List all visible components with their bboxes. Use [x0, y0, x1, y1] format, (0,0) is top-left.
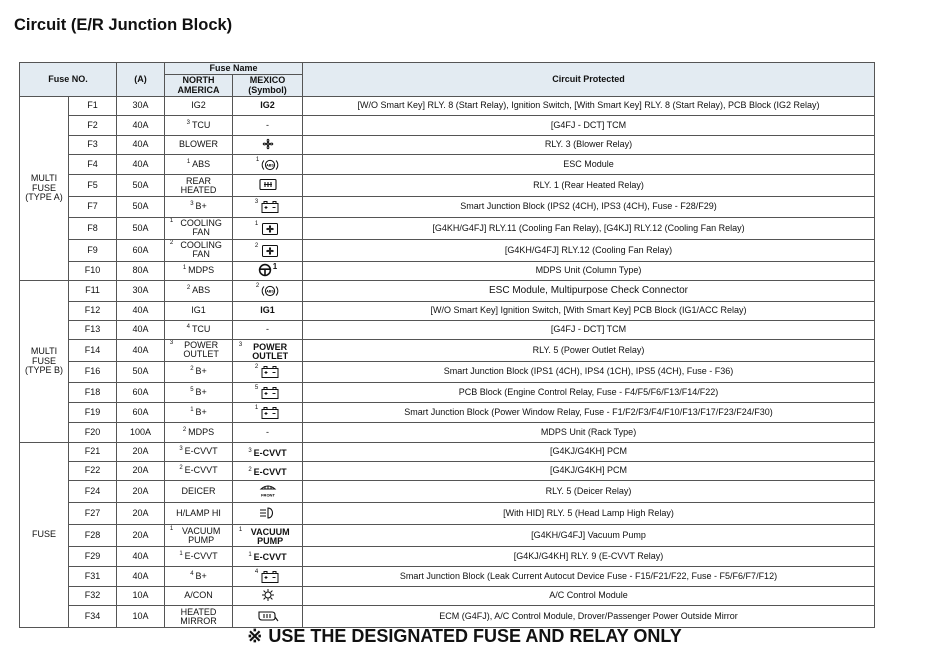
- table-row: [20, 525, 875, 547]
- fuse-number: F18: [69, 382, 117, 402]
- circuit-protected: PCB Block (Engine Control Relay, Fuse - F4/F5/F6/F13/F14/F22): [303, 382, 875, 402]
- fuse-amperage: 40A: [117, 116, 165, 135]
- fuse-name-text: TCU: [191, 119, 211, 130]
- fuse-name-north-america: [165, 442, 233, 461]
- fuse-name-text: B+: [195, 386, 207, 397]
- fuse-name-text: B+: [195, 201, 207, 212]
- fuse-name-north-america: [165, 462, 233, 481]
- fuse-number: F4: [69, 154, 117, 174]
- fuse-index: 5: [190, 386, 194, 393]
- fuse-amperage: 40A: [117, 320, 165, 339]
- fuse-name-text: MDPS: [188, 265, 215, 276]
- fuse-amperage: 40A: [117, 547, 165, 566]
- fuse-name-north-america: [165, 587, 233, 606]
- fuse-symbol-mexico: [233, 281, 303, 301]
- fuse-index: 2: [248, 467, 252, 474]
- fuse-name-text: VACUUM PUMP: [182, 525, 221, 545]
- fuse-number: F29: [69, 547, 117, 566]
- fuse-name-north-america: [165, 547, 233, 566]
- fuse-name-text: ABS: [192, 158, 211, 169]
- fuse-name-north-america: [165, 154, 233, 174]
- header-amp: (A): [117, 63, 165, 97]
- fuse-index: 4: [186, 324, 190, 331]
- table-row: [20, 301, 875, 320]
- fuse-name-north-america: [165, 606, 233, 628]
- fuse-symbol-mexico: [233, 340, 303, 362]
- fuse-amperage: 10A: [117, 606, 165, 628]
- circuit-protected: RLY. 5 (Deicer Relay): [303, 481, 875, 503]
- cooling-fan-icon: [260, 244, 280, 260]
- footer-text: USE THE DESIGNATED FUSE AND RELAY ONLY: [268, 626, 682, 646]
- fuse-amperage: 40A: [117, 566, 165, 586]
- table-row: [20, 135, 875, 154]
- fuse-name-north-america: [165, 135, 233, 154]
- fuse-name-text: POWER OUTLET: [183, 340, 219, 360]
- fuse-index: 2: [182, 426, 187, 433]
- fuse-symbol-mexico: [233, 547, 303, 566]
- circuit-protected: Smart Junction Block (Power Window Relay, Fuse - F1/F2/F3/F4/F10/F13/F17/F23/F24/F30): [303, 402, 875, 422]
- fuse-symbol-text: IG2: [260, 100, 275, 111]
- fuse-number: F27: [69, 503, 117, 525]
- fuse-name-text: REAR HEATED: [180, 175, 217, 195]
- fuse-group-label: MULTI FUSE (TYPE B): [20, 281, 69, 443]
- table-row: [20, 423, 875, 442]
- fuse-index: 1: [254, 404, 259, 411]
- fuse-amperage: 30A: [117, 97, 165, 116]
- fuse-index: 3: [190, 201, 194, 208]
- ac-icon: [260, 588, 276, 604]
- table-row: [20, 462, 875, 481]
- table-row: [20, 402, 875, 422]
- fuse-number: F20: [69, 423, 117, 442]
- circuit-protected: RLY. 3 (Blower Relay): [303, 135, 875, 154]
- fuse-number: F3: [69, 135, 117, 154]
- fuse-index: 3: [248, 447, 252, 454]
- fuse-name-text: E-CVVT: [184, 446, 218, 457]
- fuse-number: F22: [69, 462, 117, 481]
- fuse-symbol-text: VACUUM PUMP: [250, 527, 290, 547]
- page-title: Circuit (E/R Junction Block): [14, 16, 233, 34]
- fuse-number: F24: [69, 481, 117, 503]
- fuse-symbol-mexico: [233, 175, 303, 197]
- reference-mark: ※: [247, 626, 263, 646]
- fuse-symbol-mexico: [233, 217, 303, 239]
- battery-icon: [260, 365, 280, 381]
- circuit-protected: Smart Junction Block (Leak Current Autocut Device Fuse - F15/F21/F22, Fuse - F5/F6/F7/F12): [303, 566, 875, 586]
- svg-text:ABS: ABS: [266, 163, 274, 168]
- fuse-index: 1: [169, 525, 174, 532]
- fuse-amperage: 60A: [117, 402, 165, 422]
- fan-icon: [259, 137, 277, 153]
- fuse-name-north-america: [165, 281, 233, 301]
- header-fuse-name: Fuse Name: [165, 63, 303, 75]
- fuse-amperage: 50A: [117, 197, 165, 217]
- fuse-symbol-mexico: [233, 587, 303, 606]
- fuse-index: 4: [190, 570, 194, 577]
- table-row: [20, 261, 875, 280]
- fuse-index: 1: [248, 552, 252, 559]
- circuit-protected: ECM (G4FJ), A/C Control Module, Drover/Passenger Power Outside Mirror: [303, 606, 875, 628]
- fuse-name-north-america: [165, 175, 233, 197]
- fuse-index: 3: [238, 342, 243, 349]
- circuit-protected: [W/O Smart Key] RLY. 8 (Start Relay), Ignition Switch, [With Smart Key] RLY. 8 (Start Relay), PCB Block (IG2 Relay): [303, 97, 875, 116]
- fuse-amperage: 60A: [117, 382, 165, 402]
- table-row: [20, 97, 875, 116]
- fuse-symbol-mexico: [233, 320, 303, 339]
- fuse-name-north-america: [165, 197, 233, 217]
- fuse-number: F14: [69, 340, 117, 362]
- table-row: [20, 547, 875, 566]
- battery-icon: [260, 570, 280, 586]
- fuse-index: 1: [272, 261, 278, 271]
- circuit-protected: [G4FJ - DCT] TCM: [303, 320, 875, 339]
- table-row: [20, 503, 875, 525]
- fuse-symbol-mexico: [233, 301, 303, 320]
- fuse-amperage: 40A: [117, 340, 165, 362]
- fuse-symbol-mexico: [233, 402, 303, 422]
- fuse-name-text: E-CVVT: [184, 550, 218, 561]
- fuse-name-north-america: [165, 525, 233, 547]
- fuse-index: 2: [186, 285, 191, 292]
- fuse-amperage: 50A: [117, 362, 165, 382]
- fuse-name-text: E-CVVT: [184, 465, 218, 476]
- fuse-name-text: B+: [195, 366, 207, 377]
- fuse-name-north-america: [165, 423, 233, 442]
- table-row: [20, 442, 875, 461]
- fuse-index: 5: [254, 384, 259, 391]
- fuse-name-text: ABS: [192, 285, 211, 296]
- fuse-group-label: FUSE: [20, 442, 69, 628]
- fuse-index: 2: [169, 240, 174, 247]
- fuse-symbol-mexico: [233, 382, 303, 402]
- fuse-table-body: [20, 97, 875, 628]
- fuse-name-text: IG1: [191, 304, 206, 315]
- fuse-number: F7: [69, 197, 117, 217]
- fuse-name-text: MDPS: [188, 426, 215, 437]
- fuse-table: [19, 62, 875, 628]
- fuse-name-north-america: [165, 97, 233, 116]
- battery-icon: [260, 200, 280, 216]
- circuit-protected: RLY. 1 (Rear Heated Relay): [303, 175, 875, 197]
- circuit-protected: [G4KH/G4FJ] Vacuum Pump: [303, 525, 875, 547]
- fuse-number: F11: [69, 281, 117, 301]
- fuse-amperage: 20A: [117, 525, 165, 547]
- fuse-number: F34: [69, 606, 117, 628]
- circuit-protected: [G4KJ/G4KH] PCM: [303, 442, 875, 461]
- fuse-symbol-mexico: [233, 97, 303, 116]
- table-row: [20, 340, 875, 362]
- fuse-name-north-america: [165, 340, 233, 362]
- circuit-protected: [W/O Smart Key] Ignition Switch, [With Smart Key] PCB Block (IG1/ACC Relay): [303, 301, 875, 320]
- fuse-name-north-america: [165, 217, 233, 239]
- fuse-symbol-mexico: [233, 116, 303, 135]
- fuse-index: 1: [186, 158, 191, 165]
- fuse-index: 2: [254, 364, 259, 371]
- fuse-symbol-mexico: [233, 566, 303, 586]
- table-row: [20, 362, 875, 382]
- circuit-protected: ESC Module, Multipurpose Check Connector: [303, 281, 875, 301]
- table-row: [20, 175, 875, 197]
- fuse-index: 2: [255, 283, 260, 290]
- fuse-name-text: COOLING FAN: [180, 218, 222, 238]
- table-row: [20, 320, 875, 339]
- fuse-name-text: TCU: [191, 324, 211, 335]
- fuse-index: 3: [169, 340, 174, 347]
- fuse-number: F21: [69, 442, 117, 461]
- fuse-index: 2: [190, 366, 194, 373]
- fuse-amperage: 40A: [117, 154, 165, 174]
- fuse-name-text: H/LAMP HI: [176, 508, 221, 519]
- steering-icon: [258, 263, 272, 279]
- fuse-name-text: DEICER: [181, 486, 216, 497]
- table-row: [20, 606, 875, 628]
- fuse-name-north-america: [165, 320, 233, 339]
- rear-defrost-icon: [258, 178, 278, 194]
- table-row: [20, 281, 875, 301]
- fuse-symbol-mexico: [233, 462, 303, 481]
- fuse-number: F31: [69, 566, 117, 586]
- circuit-protected: [G4KJ/G4KH] PCM: [303, 462, 875, 481]
- fuse-symbol-text: POWER OUTLET: [252, 342, 289, 362]
- fuse-amperage: 80A: [117, 261, 165, 280]
- fuse-index: 1: [179, 550, 183, 557]
- table-row: [20, 116, 875, 135]
- fuse-name-text: IG2: [191, 100, 206, 111]
- fuse-name-north-america: [165, 566, 233, 586]
- fuse-amperage: 60A: [117, 239, 165, 261]
- fuse-number: F10: [69, 261, 117, 280]
- fuse-name-text: COOLING FAN: [180, 240, 222, 260]
- fuse-number: F13: [69, 320, 117, 339]
- fuse-amperage: 10A: [117, 587, 165, 606]
- circuit-protected: [G4KH/G4FJ] RLY.11 (Cooling Fan Relay), [G4KJ] RLY.12 (Cooling Fan Relay): [303, 217, 875, 239]
- fuse-amperage: 20A: [117, 462, 165, 481]
- circuit-protected: A/C Control Module: [303, 587, 875, 606]
- circuit-protected: Smart Junction Block (IPS1 (4CH), IPS4 (1CH), IPS5 (4CH), Fuse - F36): [303, 362, 875, 382]
- fuse-number: F9: [69, 239, 117, 261]
- fuse-symbol-mexico: [233, 239, 303, 261]
- fuse-number: F32: [69, 587, 117, 606]
- circuit-protected: [G4KJ/G4KH] RLY. 9 (E-CVVT Relay): [303, 547, 875, 566]
- svg-text:ABS: ABS: [266, 289, 274, 294]
- circuit-protected: MDPS Unit (Column Type): [303, 261, 875, 280]
- table-row: [20, 239, 875, 261]
- fuse-index: 3: [179, 446, 183, 453]
- circuit-protected: [G4FJ - DCT] TCM: [303, 116, 875, 135]
- table-row: [20, 566, 875, 586]
- svg-text:FRONT: FRONT: [260, 492, 275, 498]
- abs-icon: [261, 158, 279, 174]
- fuse-symbol-mexico: [233, 423, 303, 442]
- table-row: [20, 587, 875, 606]
- fuse-index: 1: [254, 220, 259, 227]
- fuse-symbol-text: E-CVVT: [253, 552, 287, 563]
- fuse-symbol-mexico: [233, 197, 303, 217]
- fuse-symbol-mexico: [233, 442, 303, 461]
- deicer-icon: [257, 483, 279, 500]
- fuse-number: F12: [69, 301, 117, 320]
- header-mexico: MEXICO (Symbol): [233, 75, 303, 97]
- fuse-number: F2: [69, 116, 117, 135]
- fuse-name-north-america: [165, 481, 233, 503]
- header-north-america: NORTH AMERICA: [165, 75, 233, 97]
- fuse-symbol-text: -: [266, 324, 270, 335]
- fuse-name-north-america: [165, 402, 233, 422]
- fuse-symbol-mexico: [233, 261, 303, 280]
- fuse-name-text: B+: [195, 570, 207, 581]
- fuse-name-text: B+: [195, 406, 207, 417]
- circuit-protected: [G4KH/G4FJ] RLY.12 (Cooling Fan Relay): [303, 239, 875, 261]
- circuit-protected: ESC Module: [303, 154, 875, 174]
- table-row: [20, 481, 875, 503]
- fuse-symbol-mexico: [233, 503, 303, 525]
- fuse-amperage: 20A: [117, 503, 165, 525]
- heated-mirror-icon: [256, 609, 280, 625]
- fuse-symbol-mexico: [233, 481, 303, 503]
- fuse-number: F8: [69, 217, 117, 239]
- fuse-name-north-america: [165, 261, 233, 280]
- fuse-index: 1: [190, 406, 194, 413]
- fuse-name-text: A/CON: [184, 590, 213, 601]
- fuse-amperage: 30A: [117, 281, 165, 301]
- fuse-name-north-america: [165, 116, 233, 135]
- battery-icon: [260, 406, 280, 422]
- table-row: [20, 154, 875, 174]
- fuse-amperage: 40A: [117, 301, 165, 320]
- header-circuit: Circuit Protected: [303, 63, 875, 97]
- fuse-name-text: BLOWER: [179, 139, 219, 150]
- fuse-index: 1: [255, 156, 260, 163]
- circuit-protected: MDPS Unit (Rack Type): [303, 423, 875, 442]
- fuse-symbol-mexico: [233, 362, 303, 382]
- fuse-number: F5: [69, 175, 117, 197]
- table-row: [20, 382, 875, 402]
- fuse-symbol-text: -: [266, 119, 270, 130]
- abs-icon: [261, 284, 279, 300]
- fuse-symbol-mexico: [233, 606, 303, 628]
- fuse-amperage: 20A: [117, 442, 165, 461]
- fuse-index: 1: [169, 218, 174, 225]
- fuse-index: 3: [186, 119, 190, 126]
- fuse-amperage: 50A: [117, 217, 165, 239]
- cooling-fan-icon: [260, 222, 280, 238]
- table-row: [20, 217, 875, 239]
- fuse-index: 3: [254, 199, 259, 206]
- fuse-number: F19: [69, 402, 117, 422]
- fuse-index: 1: [238, 527, 243, 534]
- fuse-symbol-mexico: [233, 135, 303, 154]
- fuse-name-north-america: [165, 362, 233, 382]
- high-beam-icon: [257, 506, 279, 522]
- fuse-group-label: MULTI FUSE (TYPE A): [20, 97, 69, 281]
- fuse-symbol-text: -: [266, 426, 270, 437]
- fuse-index: 2: [254, 242, 259, 249]
- fuse-amperage: 20A: [117, 481, 165, 503]
- fuse-index: 4: [254, 568, 259, 575]
- fuse-index: 2: [179, 465, 183, 472]
- fuse-number: F28: [69, 525, 117, 547]
- fuse-amperage: 40A: [117, 135, 165, 154]
- footer-notice: [0, 626, 929, 647]
- table-row: [20, 197, 875, 217]
- fuse-amperage: 50A: [117, 175, 165, 197]
- circuit-protected: RLY. 5 (Power Outlet Relay): [303, 340, 875, 362]
- fuse-symbol-text: IG1: [260, 304, 275, 315]
- fuse-index: 1: [182, 265, 187, 272]
- fuse-number: F16: [69, 362, 117, 382]
- fuse-symbol-mexico: [233, 525, 303, 547]
- circuit-protected: [With HID] RLY. 5 (Head Lamp High Relay): [303, 503, 875, 525]
- fuse-symbol-text: E-CVVT: [253, 447, 287, 458]
- fuse-name-north-america: [165, 382, 233, 402]
- fuse-symbol-text: E-CVVT: [253, 467, 287, 478]
- fuse-name-north-america: [165, 239, 233, 261]
- header-fuse-no: Fuse NO.: [20, 63, 117, 97]
- circuit-protected: Smart Junction Block (IPS2 (4CH), IPS3 (4CH), Fuse - F28/F29): [303, 197, 875, 217]
- fuse-amperage: 100A: [117, 423, 165, 442]
- fuse-name-text: HEATED MIRROR: [180, 606, 217, 626]
- fuse-name-north-america: [165, 301, 233, 320]
- fuse-symbol-mexico: [233, 154, 303, 174]
- fuse-number: F1: [69, 97, 117, 116]
- battery-icon: [260, 386, 280, 402]
- fuse-name-north-america: [165, 503, 233, 525]
